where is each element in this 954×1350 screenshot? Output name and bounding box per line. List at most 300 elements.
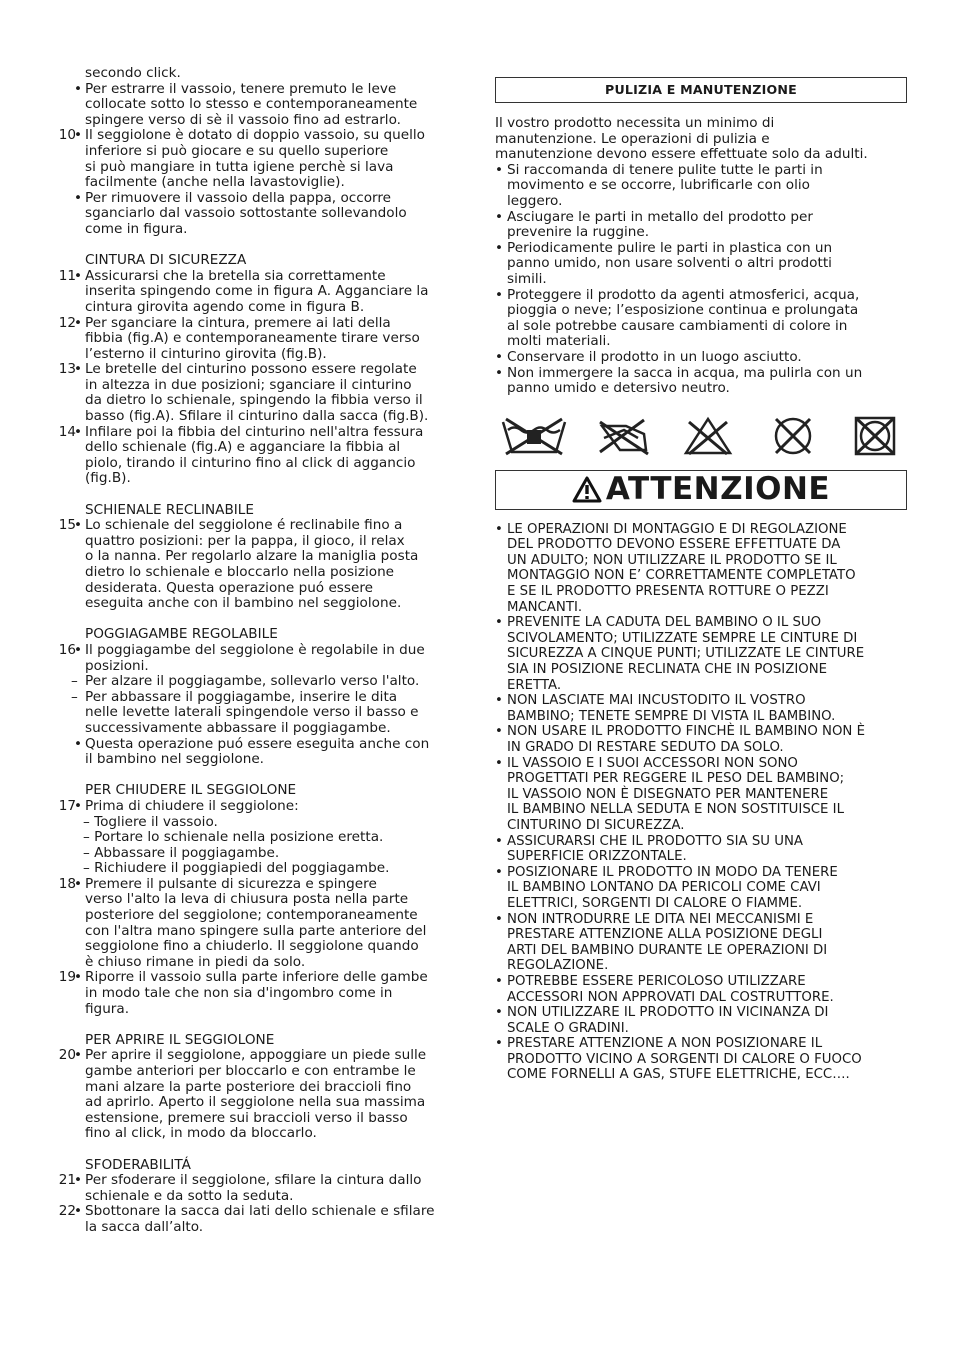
right-column <box>495 66 907 1083</box>
no-chlorine-icon <box>683 416 733 456</box>
line-text: posizioni. <box>85 657 149 674</box>
text-line <box>0 674 472 690</box>
line-text: ACCESSORI NON APPROVATI DAL COSTRUTTORE. <box>507 989 834 1005</box>
text-line <box>0 331 472 347</box>
line-text: – Abbassare il poggiagambe. <box>83 844 280 861</box>
line-text: simili. <box>507 270 547 287</box>
text-line <box>495 756 907 772</box>
spacer <box>0 768 472 784</box>
line-text: collocate sotto lo stesso e contemporaneamente <box>85 96 418 113</box>
line-text: Il vostro prodotto necessita un minimo di <box>495 115 775 131</box>
text-line <box>0 471 472 487</box>
line-text: POTREBBE ESSERE PERICOLOSO UTILIZZARE <box>507 973 806 989</box>
bullet: • <box>495 521 503 537</box>
line-text: PER APRIRE IL SEGGIOLONE <box>85 1031 275 1048</box>
text-line <box>495 709 907 725</box>
bullet: • <box>495 286 504 303</box>
line-text: REGOLAZIONE. <box>507 958 609 974</box>
text-line <box>0 409 472 425</box>
line-text: Per rimuovere il vassoio della pappa, occorre <box>85 189 392 206</box>
bullet: • <box>74 80 83 97</box>
bullet: • <box>74 314 83 331</box>
line-text: IL BAMBINO NELLA SEDUTA E NON SOSTITUISCE IL <box>507 802 845 818</box>
line-text: si può mangiare in tutta igiene perchè si lava <box>85 158 394 175</box>
text-line <box>495 927 907 943</box>
text-line <box>495 116 907 132</box>
text-line <box>495 849 907 865</box>
bullet: • <box>495 161 504 178</box>
text-line <box>495 771 907 787</box>
line-text: Premere il pulsante di sicurezza e spingere <box>85 875 377 892</box>
line-text: PREVENITE LA CADUTA DEL BAMBINO O IL SUO <box>507 615 822 631</box>
text-line <box>495 537 907 553</box>
step-number: 10 <box>58 127 76 144</box>
no-dry-clean-icon <box>768 416 818 456</box>
text-line <box>0 191 472 207</box>
text-line <box>495 1005 907 1021</box>
text-line <box>495 740 907 756</box>
cleaning-heading-box <box>495 77 907 103</box>
text-line <box>0 737 472 753</box>
line-text: manutenzione devono essere effettuate solo da adulti. <box>495 146 868 163</box>
bullet: • <box>74 361 83 378</box>
line-text: – Portare lo schienale nella posizione eretta. <box>83 829 384 846</box>
spacer <box>0 1017 472 1033</box>
line-text: NON LASCIATE MAI INCUSTODITO IL VOSTRO <box>507 693 806 709</box>
line-text: nelle levette laterali spingendole verso il basso e <box>85 704 419 721</box>
text-line <box>495 366 907 382</box>
bullet: • <box>74 969 83 986</box>
text-line <box>495 678 907 694</box>
step-number: 12 <box>58 314 76 331</box>
text-line <box>0 347 472 363</box>
line-text: l’esterno il cinturino girovita (fig.B). <box>85 345 327 362</box>
text-line <box>0 175 472 191</box>
step-number: 18 <box>58 875 76 892</box>
line-text: SCALE O GRADINI. <box>507 1020 629 1036</box>
text-line <box>495 522 907 538</box>
bullet: • <box>495 239 504 256</box>
bullet: • <box>495 1036 503 1052</box>
line-text: DEL PRODOTTO DEVONO ESSERE EFFETTUATE DA <box>507 537 841 553</box>
line-text: molti materiali. <box>507 333 611 350</box>
text-line <box>0 534 472 550</box>
line-text: SFODERABILITÁ <box>85 1156 191 1173</box>
text-line <box>0 253 472 269</box>
text-line <box>0 581 472 597</box>
line-text: spingere verso di sè il vassoio fino ad estrarlo. <box>85 111 401 128</box>
bullet: • <box>74 1203 83 1220</box>
text-line <box>495 288 907 304</box>
text-line <box>495 553 907 569</box>
line-text: figura. <box>85 1000 130 1017</box>
line-text: da dietro lo schienale, spingendo la fibbia verso il <box>85 392 423 409</box>
bullet: • <box>74 797 83 814</box>
line-text: MONTAGGIO NON E’ CORRETTAMENTE COMPLETATO <box>507 568 856 584</box>
text-line <box>0 1220 472 1236</box>
line-text: – Richiudere il poggiapiedi del poggiagambe. <box>83 860 390 877</box>
cleaning-heading: PULIZIA E MANUTENZIONE <box>605 82 797 98</box>
line-text: Per sfoderare il seggiolone, sfilare la cintura dallo <box>85 1172 422 1189</box>
line-text: SICUREZZA A CINQUE PUNTI; UTILIZZATE LE CINTURE <box>507 646 865 662</box>
text-line <box>0 939 472 955</box>
text-line <box>0 1080 472 1096</box>
text-line <box>495 272 907 288</box>
line-text: è chiuso rimane in piedi da solo. <box>85 953 306 970</box>
step-number: 15 <box>58 517 76 534</box>
text-line <box>0 721 472 737</box>
text-line <box>0 144 472 160</box>
line-text: ELETTRICI, SORGENTI DI CALORE O FIAMME. <box>507 895 803 911</box>
left-column <box>0 66 472 1236</box>
text-line <box>495 568 907 584</box>
text-line <box>0 1095 472 1111</box>
text-line <box>0 160 472 176</box>
spacer <box>0 612 472 628</box>
text-line <box>495 256 907 272</box>
text-line <box>0 955 472 971</box>
cleaning-text <box>495 116 907 397</box>
text-line <box>0 1173 472 1189</box>
line-text: estensione, premere sui braccioli verso il basso <box>85 1109 408 1126</box>
step-number: 13 <box>58 361 76 378</box>
line-text: gambe anteriori per bloccarlo e con entrambe le <box>85 1063 416 1079</box>
line-text: SCHIENALE RECLINABILE <box>85 501 254 518</box>
line-text: panno umido, non usare solventi o altri prodotti <box>507 255 832 272</box>
no-bleach-icon <box>596 416 651 456</box>
line-text: IN GRADO DI RESTARE SEDUTO DA SOLO. <box>507 740 784 755</box>
line-text: inserita spingendo come in figura A. Agganciare la <box>85 283 429 300</box>
text-line <box>0 846 472 862</box>
text-line <box>0 222 472 238</box>
spacer <box>0 1142 472 1158</box>
line-text: Per estrarre il vassoio, tenere premuto le leve <box>85 80 397 97</box>
bullet: • <box>495 973 503 989</box>
line-text: movimento e se occorre, lubrificarle con olio <box>507 177 810 194</box>
text-line <box>0 1048 472 1064</box>
line-text: Le bretelle del cinturino possono essere regolate <box>85 361 417 378</box>
line-text: IL BAMBINO LONTANO DA PERICOLI COME CAVI <box>507 880 821 896</box>
text-line <box>495 865 907 881</box>
bullet: • <box>495 755 503 771</box>
step-number: 11 <box>58 267 76 284</box>
step-number: 14 <box>58 423 76 440</box>
text-line <box>495 834 907 850</box>
line-text: Conservare il prodotto in un luogo asciutto. <box>507 348 802 365</box>
bullet: • <box>74 641 83 658</box>
text-line <box>495 147 907 163</box>
text-line <box>0 518 472 534</box>
text-line <box>495 958 907 974</box>
line-text: eseguita anche con il bambino nel seggiolone. <box>85 595 402 612</box>
line-text: NON INTRODURRE LE DITA NEI MECCANISMI E <box>507 911 814 927</box>
line-text: Lo schienale del seggiolone é reclinabile fino a <box>85 517 403 534</box>
line-text: in modo tale che non sia d'ingombro come in <box>85 985 393 1002</box>
bullet: • <box>74 1172 83 1189</box>
text-line <box>0 378 472 394</box>
text-line <box>0 924 472 940</box>
line-text: panno umido e detersivo neutro. <box>507 380 730 397</box>
text-line <box>495 974 907 990</box>
text-line <box>495 1021 907 1037</box>
line-text: Assicurarsi che la bretella sia correttamente <box>85 267 386 284</box>
text-line <box>0 66 472 82</box>
spacer <box>0 487 472 503</box>
text-line <box>495 584 907 600</box>
text-line <box>0 269 472 285</box>
dash: – <box>71 673 78 690</box>
text-line <box>0 425 472 441</box>
line-text: SCIVOLAMENTO; UTILIZZATE SEMPRE LE CINTURE DI <box>507 630 858 646</box>
line-text: manutenzione. Le operazioni di pulizia e <box>495 130 770 147</box>
text-line <box>0 690 472 706</box>
line-text: piolo, tirando il cinturino fino al click di aggancio <box>85 454 416 471</box>
line-text: PRESTARE ATTENZIONE A NON POSIZIONARE IL <box>507 1036 823 1052</box>
text-line <box>0 596 472 612</box>
line-text: pioggia o neve; l’esposizione continua e prolungata <box>507 302 859 319</box>
line-text: basso (fig.A). Sfilare il cinturino dalla sacca (fig.B). <box>85 408 429 425</box>
text-line <box>0 1158 472 1174</box>
bullet: • <box>495 724 503 740</box>
line-text: ad aprirlo. Aperto il seggiolone nella sua massima <box>85 1094 426 1111</box>
text-line <box>0 1033 472 1049</box>
text-line <box>495 194 907 210</box>
text-line <box>495 802 907 818</box>
bullet: • <box>74 875 83 892</box>
bullet: • <box>495 348 504 365</box>
text-line <box>0 393 472 409</box>
line-text: posteriore del seggiolone; contemporaneamente <box>85 907 418 924</box>
text-line <box>495 646 907 662</box>
line-text: IL VASSOIO NON È DISEGNATO PER MANTENERE <box>507 786 829 802</box>
step-number: 16 <box>58 641 76 658</box>
text-line <box>495 163 907 179</box>
text-line <box>0 627 472 643</box>
text-line <box>495 693 907 709</box>
line-text: NON USARE IL PRODOTTO FINCHÈ IL BAMBINO NON È <box>507 724 866 740</box>
care-symbols <box>495 416 907 466</box>
line-text: quattro posizioni: per la pappa, il gioco, il relax <box>85 532 405 549</box>
bullet: • <box>74 735 83 752</box>
line-text: PRODOTTO VICINO A SORGENTI DI CALORE O FUOCO <box>507 1051 862 1067</box>
line-text: prevenire la ruggine. <box>507 224 650 241</box>
bullet: • <box>495 1005 503 1021</box>
step-number: 17 <box>58 797 76 814</box>
line-text: Non immergere la sacca in acqua, ma pulirla con un <box>507 364 863 381</box>
line-text: IL VASSOIO E I SUOI ACCESSORI NON SONO <box>507 755 798 771</box>
text-line <box>0 830 472 846</box>
line-text: Asciugare le parti in metallo del prodotto per <box>507 208 813 225</box>
line-text: al sole potrebbe causare cambiamenti di colore in <box>507 317 848 334</box>
text-line <box>495 381 907 397</box>
line-text: Il poggiagambe del seggiolone è regolabile in due <box>85 641 425 658</box>
line-text: POGGIAGAMBE REGOLABILE <box>85 626 278 643</box>
text-line <box>0 549 472 565</box>
line-text: successivamente abbassare il poggiagambe. <box>85 719 391 736</box>
line-text: Per aprire il seggiolone, appoggiare un piede sulle <box>85 1047 427 1064</box>
text-line <box>495 1036 907 1052</box>
step-number: 22 <box>58 1203 76 1220</box>
line-text: dietro lo schienale e bloccarlo nella posizione <box>85 564 395 580</box>
text-line <box>495 1067 907 1083</box>
text-line <box>0 752 472 768</box>
line-text: Infilare poi la fibbia del cinturino nell'altra fessura <box>85 423 424 440</box>
line-text: ASSICURARSI CHE IL PRODOTTO SIA SU UNA <box>507 833 803 849</box>
warning-title: ATTENZIONE <box>605 470 831 507</box>
line-text: fino al click, in modo da bloccarlo. <box>85 1125 317 1142</box>
line-text: sganciarlo dal vassoio sottostante sollevandolo <box>85 205 407 222</box>
line-text: PRESTARE ATTENZIONE ALLA POSIZIONE DEGLI <box>507 927 823 943</box>
line-text: in altezza in due posizioni; sganciare il cinturino <box>85 376 412 393</box>
text-line <box>495 210 907 226</box>
line-text: PROGETTATI PER REGGERE IL PESO DEL BAMBINO; <box>507 771 845 787</box>
line-text: desiderata. Questa operazione puó essere <box>85 579 373 596</box>
text-line <box>0 362 472 378</box>
text-line <box>0 877 472 893</box>
line-text: Questa operazione puó essere eseguita anche con <box>85 735 430 752</box>
text-line <box>495 334 907 350</box>
line-text: COME FORNELLI A GAS, STUFE ELETTRICHE, ECC…. <box>507 1067 850 1083</box>
line-text: la sacca dall’alto. <box>85 1218 204 1235</box>
text-line <box>495 350 907 366</box>
text-line <box>0 316 472 332</box>
line-text: il bambino nel seggiolone. <box>85 751 265 768</box>
warning-triangle-icon <box>572 476 602 503</box>
text-line <box>0 1002 472 1018</box>
line-text: secondo click. <box>85 65 181 81</box>
line-text: Per abbassare il poggiagambe, inserire le dita <box>85 688 398 705</box>
text-line <box>495 319 907 335</box>
bullet: • <box>74 267 83 284</box>
text-line <box>495 943 907 959</box>
text-line <box>0 783 472 799</box>
text-line <box>495 132 907 148</box>
line-text: Per alzare il poggiagambe, sollevarlo verso l'alto. <box>85 673 420 690</box>
line-text: fibbia (fig.A) e contemporaneamente tirare verso <box>85 330 420 347</box>
bullet: • <box>495 208 504 225</box>
line-text: verso l'alto la leva di chiusura posta nella parte <box>85 891 409 908</box>
no-wash-icon <box>500 416 568 456</box>
text-line <box>495 178 907 194</box>
text-line <box>495 724 907 740</box>
bullet: • <box>495 833 503 849</box>
line-text: – Togliere il vassoio. <box>83 813 218 830</box>
line-text: cintura girovita agendo come in figura B. <box>85 298 365 315</box>
text-line <box>0 440 472 456</box>
bullet: • <box>74 127 83 144</box>
line-text: Periodicamente pulire le parti in plastica con un <box>507 239 833 256</box>
line-text: ERETTA. <box>507 677 562 693</box>
line-text: UN ADULTO; NON UTILIZZARE IL PRODOTTO SE IL <box>507 552 837 568</box>
bullet: • <box>495 864 503 880</box>
line-text: SIA IN POSIZIONE RECLINATA CHE IN POSIZIONE <box>507 662 828 678</box>
bullet: • <box>74 517 83 534</box>
text-line <box>495 896 907 912</box>
text-line <box>495 880 907 896</box>
line-text: CINTURA DI SICUREZZA <box>85 252 247 269</box>
text-line <box>495 615 907 631</box>
text-line <box>495 631 907 647</box>
text-line <box>0 128 472 144</box>
line-text: NON UTILIZZARE IL PRODOTTO IN VICINANZA DI <box>507 1005 829 1021</box>
line-text: (fig.B). <box>85 470 131 487</box>
bullet: • <box>74 189 83 206</box>
warning-banner <box>495 470 907 510</box>
text-line <box>0 1111 472 1127</box>
text-line <box>0 970 472 986</box>
text-line <box>495 818 907 834</box>
warning-list <box>495 522 907 1083</box>
text-line <box>0 908 472 924</box>
text-line <box>0 503 472 519</box>
bullet: • <box>495 911 503 927</box>
line-text: seggiolone fino a chiuderlo. Il seggiolone quando <box>85 938 419 955</box>
text-line <box>0 1064 472 1080</box>
text-line <box>495 1052 907 1068</box>
text-line <box>0 1204 472 1220</box>
no-tumble-dry-icon <box>853 416 897 456</box>
text-line <box>0 300 472 316</box>
line-text: BAMBINO; TENETE SEMPRE DI VISTA IL BAMBINO. <box>507 708 836 724</box>
line-text: POSIZIONARE IL PRODOTTO IN MODO DA TENERE <box>507 864 838 880</box>
line-text: Proteggere il prodotto da agenti atmosferici, acqua, <box>507 286 860 303</box>
text-line <box>0 861 472 877</box>
text-line <box>0 456 472 472</box>
line-text: ARTI DEL BAMBINO DURANTE LE OPERAZIONI DI <box>507 942 828 958</box>
text-line <box>0 815 472 831</box>
bullet: • <box>495 364 504 381</box>
text-line <box>0 799 472 815</box>
line-text: facilmente (anche nella lavastoviglie). <box>85 174 345 191</box>
step-number: 19 <box>58 969 76 986</box>
text-line <box>495 787 907 803</box>
text-line <box>0 113 472 129</box>
line-text: Per sganciare la cintura, premere ai lati della <box>85 314 391 331</box>
text-line <box>495 241 907 257</box>
text-line <box>495 303 907 319</box>
line-text: schienale e da sotto la seduta. <box>85 1187 294 1204</box>
text-line <box>495 990 907 1006</box>
text-line <box>0 1189 472 1205</box>
line-text: Prima di chiudere il seggiolone: <box>85 797 299 814</box>
text-line <box>0 82 472 98</box>
line-text: leggero. <box>507 192 563 209</box>
bullet: • <box>74 423 83 440</box>
step-number: 21 <box>58 1172 76 1189</box>
text-line <box>0 643 472 659</box>
line-text: o la nanna. Per regolarlo alzare la maniglia posta <box>85 548 419 565</box>
bullet: • <box>495 615 503 631</box>
text-line <box>0 284 472 300</box>
text-line <box>0 1126 472 1142</box>
text-line <box>495 225 907 241</box>
text-line <box>495 600 907 616</box>
line-text: Riporre il vassoio sulla parte inferiore delle gambe <box>85 969 428 986</box>
text-line <box>495 662 907 678</box>
text-line <box>0 705 472 721</box>
line-text: LE OPERAZIONI DI MONTAGGIO E DI REGOLAZIONE <box>507 521 847 537</box>
line-text: E SE IL PRODOTTO PRESENTA ROTTURE O PEZZI <box>507 584 829 600</box>
line-text: con l'altra mano spingere sulla parte anteriore del <box>85 922 427 939</box>
line-text: Si raccomanda di tenere pulite tutte le parti in <box>507 161 823 178</box>
text-line <box>0 659 472 675</box>
line-text: mani alzare la parte posteriore dei braccioli fino <box>85 1078 412 1095</box>
line-text: come in figura. <box>85 220 188 237</box>
text-line <box>0 565 472 581</box>
line-text: inferiore si può giocare e su quello superiore <box>85 142 389 159</box>
text-line <box>0 206 472 222</box>
line-text: Il seggiolone è dotato di doppio vassoio, su quello <box>85 127 425 144</box>
